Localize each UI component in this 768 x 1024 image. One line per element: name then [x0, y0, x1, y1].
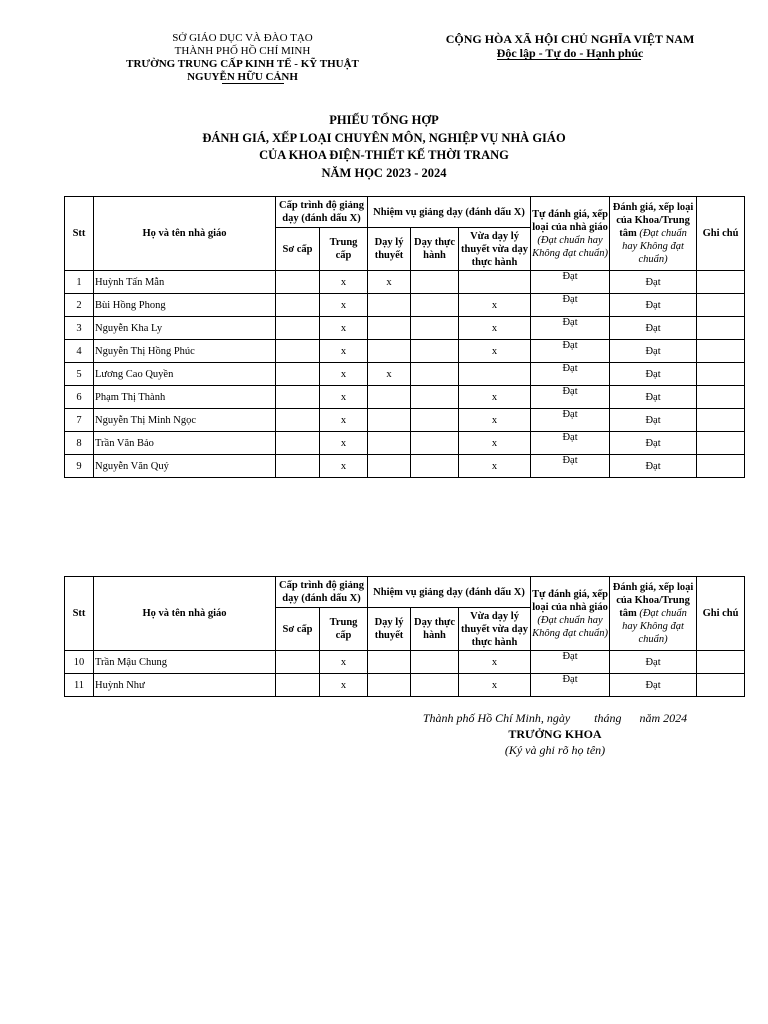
cell-stt: 9 [65, 455, 94, 478]
cell-stt: 3 [65, 317, 94, 340]
cell-note [697, 271, 745, 294]
cell-vua [459, 271, 531, 294]
sign-instruction: (Ký và ghi rõ họ tên) [504, 743, 606, 757]
cell-self-eval: Đạt [531, 432, 610, 455]
col-self-eval [531, 197, 610, 271]
motto: Độc lập - Tự do - Hạnh phúc [496, 46, 644, 60]
cell-dept-eval: Đạt [610, 271, 697, 294]
cell-dept-eval: Đạt [610, 340, 697, 363]
self-eval-note: (Đạt chuẩn hay Không đạt chuẩn) [532, 234, 608, 259]
cell-dept-eval: Đạt [610, 317, 697, 340]
table-row [65, 651, 745, 674]
cell-vua: x [459, 386, 531, 409]
cell-dept-eval: Đạt [610, 674, 697, 697]
country-name: CỘNG HÒA XÃ HỘI CHỦ NGHĨA VIỆT NAM [445, 32, 695, 46]
col-note: Ghi chú [697, 577, 745, 651]
cell-ly-thuyet: x [368, 363, 411, 386]
national-header [440, 32, 700, 60]
cell-dept-eval: Đạt [610, 409, 697, 432]
cell-vua [459, 363, 531, 386]
cell-name: Nguyễn Văn Quý [94, 455, 276, 478]
cell-thuc-hanh [411, 432, 459, 455]
cell-self-eval: Đạt [531, 651, 610, 674]
cell-dept-eval: Đạt [610, 455, 697, 478]
dept-eval-note: (Đạt chuẩn hay Không đạt chuẩn) [622, 608, 687, 645]
col-name: Họ và tên nhà giáo [94, 197, 276, 271]
table-1-body [65, 271, 745, 478]
cell-so-cap [276, 674, 320, 697]
title-line-4: NĂM HỌC 2023 - 2024 [321, 165, 447, 180]
cell-vua: x [459, 340, 531, 363]
col-stt: Stt [65, 577, 94, 651]
cell-ly-thuyet: x [368, 271, 411, 294]
col-level-group: Cấp trình độ giảng dạy (đánh dấu X) [276, 577, 368, 608]
cell-so-cap [276, 294, 320, 317]
cell-ly-thuyet [368, 409, 411, 432]
cell-stt: 5 [65, 363, 94, 386]
col-vua: Vừa dạy lý thuyết vừa dạy thực hành [459, 608, 531, 651]
cell-ly-thuyet [368, 317, 411, 340]
cell-dept-eval: Đạt [610, 294, 697, 317]
evaluation-table-2 [64, 576, 745, 697]
agency-underline [222, 83, 284, 84]
cell-vua: x [459, 674, 531, 697]
table-2-body [65, 651, 745, 697]
cell-self-eval: Đạt [531, 409, 610, 432]
dept-eval-label: Đánh giá, xếp loại của Khoa/Trung tâm [612, 582, 694, 619]
table-row [65, 409, 745, 432]
cell-thuc-hanh [411, 674, 459, 697]
cell-so-cap [276, 386, 320, 409]
cell-stt: 10 [65, 651, 94, 674]
col-task-group: Nhiệm vụ giảng dạy (đánh dấu X) [368, 577, 531, 608]
col-thuc-hanh: Dạy thực hành [411, 228, 459, 271]
school-line-1: TRƯỜNG TRUNG CẤP KINH TẾ - KỸ THUẬT [126, 58, 359, 70]
cell-trung-cap: x [320, 363, 368, 386]
cell-self-eval: Đạt [531, 674, 610, 697]
title-line-1: PHIẾU TỔNG HỢP [329, 113, 439, 127]
cell-so-cap [276, 271, 320, 294]
table-row [65, 363, 745, 386]
cell-so-cap [276, 409, 320, 432]
cell-note [697, 432, 745, 455]
agency-header [110, 32, 375, 84]
cell-trung-cap: x [320, 271, 368, 294]
cell-so-cap [276, 651, 320, 674]
self-eval-label: Tự đánh giá, xếp loại của nhà giáo [532, 208, 608, 233]
document-title [0, 112, 768, 182]
cell-thuc-hanh [411, 409, 459, 432]
cell-trung-cap: x [320, 432, 368, 455]
place-date: Thành phố Hồ Chí Minh, ngày tháng năm 2024 [422, 711, 688, 725]
cell-trung-cap: x [320, 651, 368, 674]
col-task-group: Nhiệm vụ giảng dạy (đánh dấu X) [368, 197, 531, 228]
col-vua: Vừa dạy lý thuyết vừa dạy thực hành [459, 228, 531, 271]
cell-vua: x [459, 317, 531, 340]
col-ly-thuyet: Dạy lý thuyết [368, 228, 411, 271]
evaluation-table-1 [64, 196, 745, 478]
cell-vua: x [459, 432, 531, 455]
cell-so-cap [276, 455, 320, 478]
cell-note [697, 674, 745, 697]
cell-stt: 2 [65, 294, 94, 317]
cell-dept-eval: Đạt [610, 651, 697, 674]
col-so-cap: Sơ cấp [276, 608, 320, 651]
cell-dept-eval: Đạt [610, 432, 697, 455]
cell-note [697, 317, 745, 340]
cell-stt: 1 [65, 271, 94, 294]
cell-thuc-hanh [411, 317, 459, 340]
signature-block [400, 710, 710, 758]
col-stt: Stt [65, 197, 94, 271]
cell-stt: 7 [65, 409, 94, 432]
col-ly-thuyet: Dạy lý thuyết [368, 608, 411, 651]
table-row [65, 674, 745, 697]
cell-name: Trần Mậu Chung [94, 651, 276, 674]
self-eval-label: Tự đánh giá, xếp loại của nhà giáo [532, 588, 608, 613]
cell-thuc-hanh [411, 294, 459, 317]
cell-dept-eval: Đạt [610, 386, 697, 409]
cell-thuc-hanh [411, 363, 459, 386]
cell-note [697, 294, 745, 317]
cell-ly-thuyet [368, 386, 411, 409]
cell-self-eval: Đạt [531, 455, 610, 478]
cell-self-eval: Đạt [531, 340, 610, 363]
cell-name: Huỳnh Tấn Mẫn [94, 271, 276, 294]
table-row [65, 340, 745, 363]
cell-trung-cap: x [320, 294, 368, 317]
cell-ly-thuyet [368, 651, 411, 674]
cell-ly-thuyet [368, 674, 411, 697]
col-level-group: Cấp trình độ giảng dạy (đánh dấu X) [276, 197, 368, 228]
col-trung-cap: Trung cấp [320, 228, 368, 271]
self-eval-note: (Đạt chuẩn hay Không đạt chuẩn) [532, 614, 608, 639]
cell-thuc-hanh [411, 271, 459, 294]
cell-ly-thuyet [368, 294, 411, 317]
cell-stt: 11 [65, 674, 94, 697]
cell-thuc-hanh [411, 455, 459, 478]
table-row [65, 455, 745, 478]
signer-role: TRƯỞNG KHOA [508, 727, 602, 741]
cell-name: Nguyễn Thị Minh Ngọc [94, 409, 276, 432]
table-row [65, 432, 745, 455]
cell-note [697, 340, 745, 363]
cell-name: Lương Cao Quyền [94, 363, 276, 386]
cell-trung-cap: x [320, 386, 368, 409]
col-dept-eval [610, 577, 697, 651]
cell-name: Huỳnh Như [94, 674, 276, 697]
cell-stt: 6 [65, 386, 94, 409]
cell-trung-cap: x [320, 409, 368, 432]
cell-name: Phạm Thị Thành [94, 386, 276, 409]
col-name: Họ và tên nhà giáo [94, 577, 276, 651]
cell-ly-thuyet [368, 340, 411, 363]
col-note: Ghi chú [697, 197, 745, 271]
cell-so-cap [276, 432, 320, 455]
cell-self-eval: Đạt [531, 363, 610, 386]
cell-so-cap [276, 317, 320, 340]
cell-note [697, 409, 745, 432]
cell-name: Bùi Hồng Phong [94, 294, 276, 317]
agency-line-2: THÀNH PHỐ HỒ CHÍ MINH [174, 45, 311, 57]
cell-so-cap [276, 340, 320, 363]
cell-thuc-hanh [411, 651, 459, 674]
cell-note [697, 386, 745, 409]
cell-vua: x [459, 455, 531, 478]
cell-self-eval: Đạt [531, 386, 610, 409]
table-row [65, 294, 745, 317]
cell-dept-eval: Đạt [610, 363, 697, 386]
cell-ly-thuyet [368, 432, 411, 455]
cell-stt: 8 [65, 432, 94, 455]
cell-note [697, 651, 745, 674]
cell-note [697, 363, 745, 386]
cell-thuc-hanh [411, 386, 459, 409]
motto-underline [497, 59, 641, 60]
title-line-3: CỦA KHOA ĐIỆN-THIẾT KẾ THỜI TRANG [259, 148, 509, 162]
col-so-cap: Sơ cấp [276, 228, 320, 271]
col-self-eval [531, 577, 610, 651]
col-thuc-hanh: Dạy thực hành [411, 608, 459, 651]
cell-thuc-hanh [411, 340, 459, 363]
cell-name: Nguyễn Kha Ly [94, 317, 276, 340]
table-row [65, 386, 745, 409]
agency-line-1: SỞ GIÁO DỤC VÀ ĐÀO TẠO [172, 32, 313, 44]
cell-vua: x [459, 409, 531, 432]
school-line-2: NGUYỄN HỮU CẢNH [187, 71, 298, 83]
cell-trung-cap: x [320, 674, 368, 697]
dept-eval-note: (Đạt chuẩn hay Không đạt chuẩn) [622, 228, 687, 265]
col-dept-eval [610, 197, 697, 271]
cell-self-eval: Đạt [531, 271, 610, 294]
cell-trung-cap: x [320, 455, 368, 478]
col-trung-cap: Trung cấp [320, 608, 368, 651]
table-row [65, 271, 745, 294]
cell-name: Nguyễn Thị Hồng Phúc [94, 340, 276, 363]
title-line-2: ĐÁNH GIÁ, XẾP LOẠI CHUYÊN MÔN, NGHIỆP VỤ NHÀ GIÁO [202, 130, 566, 145]
table-row [65, 317, 745, 340]
cell-stt: 4 [65, 340, 94, 363]
cell-note [697, 455, 745, 478]
cell-trung-cap: x [320, 340, 368, 363]
cell-name: Trần Văn Bảo [94, 432, 276, 455]
dept-eval-label: Đánh giá, xếp loại của Khoa/Trung tâm [612, 202, 694, 239]
cell-trung-cap: x [320, 317, 368, 340]
cell-ly-thuyet [368, 455, 411, 478]
cell-so-cap [276, 363, 320, 386]
cell-vua: x [459, 651, 531, 674]
cell-self-eval: Đạt [531, 317, 610, 340]
cell-self-eval: Đạt [531, 294, 610, 317]
cell-vua: x [459, 294, 531, 317]
